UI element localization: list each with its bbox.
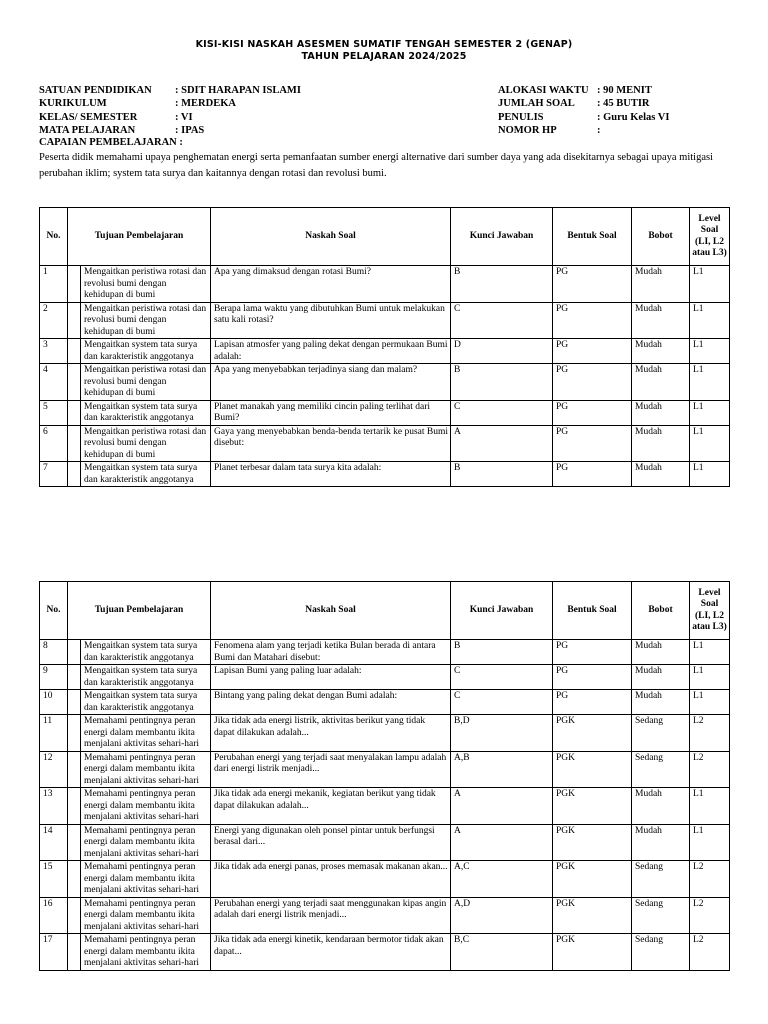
cell-tujuan: Mengaitkan system tata surya dan karakteristik anggotanya [81, 339, 211, 364]
kisi-table-1 [39, 207, 730, 487]
cell-tujuan: Mengaitkan system tata surya dan karakteristik anggotanya [81, 640, 211, 665]
cell-spacer [68, 266, 81, 303]
header-no: No. [40, 208, 68, 266]
cell-no: 3 [40, 339, 68, 364]
info-value: : Guru Kelas VI [597, 111, 670, 123]
cell-no: 8 [40, 640, 68, 665]
cell-tujuan: Mengaitkan system tata surya dan karakteristik anggotanya [81, 665, 211, 690]
cell-spacer [68, 861, 81, 898]
info-row-satuan [39, 84, 301, 97]
info-left [39, 84, 301, 137]
cell-level: L1 [690, 824, 730, 861]
info-value: : SDIT HARAPAN ISLAMI [175, 85, 301, 96]
cell-naskah: Jika tidak ada energi panas, proses memasak makanan akan... [211, 861, 451, 898]
cell-level: L1 [690, 788, 730, 825]
header-level: Level Soal (LI, L2 atau L3) [690, 208, 730, 266]
cell-spacer [68, 788, 81, 825]
table-row [40, 690, 730, 715]
header-bentuk: Bentuk Soal [553, 582, 632, 640]
cell-bentuk: PG [553, 302, 632, 339]
cell-spacer [68, 690, 81, 715]
cell-naskah: Planet terbesar dalam tata surya kita adalah: [211, 462, 451, 487]
info-label: KURIKULUM [39, 98, 107, 110]
cell-bobot: Mudah [632, 364, 690, 401]
cell-bentuk: PG [553, 339, 632, 364]
cell-tujuan: Memahami pentingnya peran energi dalam membantu ikita menjalani aktivitas sehari-hari [81, 788, 211, 825]
cell-no: 2 [40, 302, 68, 339]
info-value: : MERDEKA [175, 98, 236, 110]
cell-naskah: Apa yang menyebabkan terjadinya siang dan malam? [211, 364, 451, 401]
cell-bobot: Mudah [632, 302, 690, 339]
cell-spacer [68, 897, 81, 934]
info-value: : 45 BUTIR [597, 98, 650, 110]
cell-kunci: A,D [451, 897, 553, 934]
cell-bentuk: PGK [553, 824, 632, 861]
cell-bobot: Mudah [632, 425, 690, 462]
cell-kunci: B,D [451, 715, 553, 752]
cell-kunci: C [451, 302, 553, 339]
cell-level: L1 [690, 339, 730, 364]
cell-spacer [68, 400, 81, 425]
cell-kunci: A [451, 425, 553, 462]
cell-spacer [68, 462, 81, 487]
cell-level: L2 [690, 897, 730, 934]
cell-tujuan: Memahami pentingnya peran energi dalam membantu ikita menjalani aktivitas sehari-hari [81, 934, 211, 971]
cell-kunci: A,C [451, 861, 553, 898]
cell-kunci: B [451, 462, 553, 487]
table-header-row [40, 208, 730, 266]
info-row-nomor [498, 124, 669, 137]
cell-bobot: Mudah [632, 400, 690, 425]
table-body-2 [40, 640, 730, 971]
cell-no: 14 [40, 824, 68, 861]
cell-no: 7 [40, 462, 68, 487]
cell-tujuan: Memahami pentingnya peran energi dalam membantu ikita menjalani aktivitas sehari-hari [81, 861, 211, 898]
table-row [40, 339, 730, 364]
info-value: : IPAS [175, 124, 205, 136]
cell-level: L2 [690, 934, 730, 971]
cell-bentuk: PG [553, 266, 632, 303]
cell-level: L1 [690, 266, 730, 303]
cell-naskah: Perubahan energi yang terjadi saat menggunakan kipas angin adalah dari energi listrik menjadi... [211, 897, 451, 934]
cell-naskah: Planet manakah yang memiliki cincin paling terlihat dari Bumi? [211, 400, 451, 425]
cell-naskah: Gaya yang menyebabkan benda-benda tertarik ke pusat Bumi disebut: [211, 425, 451, 462]
cell-bentuk: PGK [553, 897, 632, 934]
table-row [40, 665, 730, 690]
cell-bentuk: PG [553, 462, 632, 487]
document-subtitle: TAHUN PELAJARAN 2024/2025 [301, 51, 467, 62]
cell-no: 15 [40, 861, 68, 898]
cell-kunci: D [451, 339, 553, 364]
header-level: Level Soal (LI, L2 atau L3) [690, 582, 730, 640]
info-row-jumlah [498, 97, 669, 110]
cell-kunci: B [451, 640, 553, 665]
cell-level: L1 [690, 665, 730, 690]
table-row [40, 824, 730, 861]
cell-naskah: Jika tidak ada energi kinetik, kendaraan bermotor tidak akan dapat... [211, 934, 451, 971]
header-naskah: Naskah Soal [211, 208, 451, 266]
capaian-text: Peserta didik memahami upaya penghematan energi serta pemanfaatan sumber energi alternative dari sumber daya yang ada disekitarnya sebagai upaya mitigasi perubahan iklim; system tata surya dan kaitannya dengan rotasi dan revolusi bumi. [39, 152, 713, 179]
table-row [40, 861, 730, 898]
info-label: ALOKASI WAKTU [498, 85, 589, 96]
table-row [40, 640, 730, 665]
table-row [40, 934, 730, 971]
info-label: SATUAN PENDIDIKAN [39, 85, 152, 96]
cell-bentuk: PGK [553, 861, 632, 898]
table-row [40, 302, 730, 339]
cell-tujuan: Mengaitkan peristiwa rotasi dan revolusi bumi dengan kehidupan di bumi [81, 425, 211, 462]
cell-no: 13 [40, 788, 68, 825]
cell-kunci: A [451, 788, 553, 825]
cell-kunci: B,C [451, 934, 553, 971]
cell-naskah: Lapisan atmosfer yang paling dekat dengan permukaan Bumi adalah: [211, 339, 451, 364]
info-right [498, 84, 669, 137]
cell-bobot: Mudah [632, 690, 690, 715]
cell-no: 16 [40, 897, 68, 934]
info-value: : VI [175, 111, 193, 123]
cell-spacer [68, 302, 81, 339]
cell-spacer [68, 751, 81, 788]
header-bobot: Bobot [632, 582, 690, 640]
cell-tujuan: Mengaitkan peristiwa rotasi dan revolusi bumi dengan kehidupan di bumi [81, 302, 211, 339]
info-label: PENULIS [498, 111, 544, 123]
cell-bentuk: PG [553, 400, 632, 425]
cell-naskah: Apa yang dimaksud dengan rotasi Bumi? [211, 266, 451, 303]
cell-level: L1 [690, 364, 730, 401]
cell-no: 9 [40, 665, 68, 690]
info-label: NOMOR HP [498, 124, 557, 136]
cell-bentuk: PG [553, 364, 632, 401]
capaian-label: CAPAIAN PEMBELAJARAN : [39, 137, 183, 148]
table-row [40, 751, 730, 788]
cell-spacer [68, 665, 81, 690]
cell-level: L1 [690, 425, 730, 462]
cell-naskah: Lapisan Bumi yang paling luar adalah: [211, 665, 451, 690]
cell-no: 11 [40, 715, 68, 752]
cell-tujuan: Mengaitkan peristiwa rotasi dan revolusi bumi dengan kehidupan di bumi [81, 364, 211, 401]
header-bobot: Bobot [632, 208, 690, 266]
cell-kunci: A [451, 824, 553, 861]
cell-bobot: Mudah [632, 788, 690, 825]
cell-bobot: Mudah [632, 824, 690, 861]
cell-kunci: C [451, 400, 553, 425]
table-row [40, 788, 730, 825]
cell-naskah: Fenomena alam yang terjadi ketika Bulan berada di antara Bumi dan Matahari disebut: [211, 640, 451, 665]
cell-tujuan: Memahami pentingnya peran energi dalam membantu ikita menjalani aktivitas sehari-hari [81, 824, 211, 861]
table-row [40, 400, 730, 425]
cell-tujuan: Memahami pentingnya peran energi dalam membantu ikita menjalani aktivitas sehari-hari [81, 897, 211, 934]
info-row-penulis [498, 111, 669, 124]
cell-bobot: Mudah [632, 266, 690, 303]
table-body-1 [40, 266, 730, 487]
info-label: KELAS/ SEMESTER [39, 111, 138, 123]
header-bentuk: Bentuk Soal [553, 208, 632, 266]
cell-bentuk: PGK [553, 788, 632, 825]
kisi-table-2 [39, 581, 730, 971]
table-row [40, 266, 730, 303]
cell-level: L2 [690, 715, 730, 752]
cell-no: 1 [40, 266, 68, 303]
cell-bentuk: PGK [553, 715, 632, 752]
cell-level: L2 [690, 861, 730, 898]
cell-naskah: Bintang yang paling dekat dengan Bumi adalah: [211, 690, 451, 715]
cell-spacer [68, 339, 81, 364]
cell-naskah: Perubahan energi yang terjadi saat menyalakan lampu adalah dari energi listrik menjadi... [211, 751, 451, 788]
cell-tujuan: Mengaitkan system tata surya dan karakteristik anggotanya [81, 462, 211, 487]
cell-tujuan: Memahami pentingnya peran energi dalam membantu ikita menjalani aktivitas sehari-hari [81, 715, 211, 752]
cell-level: L2 [690, 751, 730, 788]
cell-spacer [68, 425, 81, 462]
header-tujuan: Tujuan Pembelajaran [68, 208, 211, 266]
cell-spacer [68, 824, 81, 861]
cell-bobot: Sedang [632, 715, 690, 752]
info-value: : 90 MENIT [597, 85, 652, 96]
cell-spacer [68, 934, 81, 971]
cell-spacer [68, 640, 81, 665]
header-tujuan: Tujuan Pembelajaran [68, 582, 211, 640]
cell-bobot: Sedang [632, 934, 690, 971]
cell-kunci: B [451, 266, 553, 303]
cell-no: 10 [40, 690, 68, 715]
cell-level: L1 [690, 640, 730, 665]
cell-spacer [68, 715, 81, 752]
header-no: No. [40, 582, 68, 640]
info-row-mapel [39, 124, 301, 137]
cell-bobot: Mudah [632, 665, 690, 690]
cell-bentuk: PG [553, 690, 632, 715]
table-row [40, 462, 730, 487]
info-row-kelas [39, 111, 301, 124]
cell-no: 5 [40, 400, 68, 425]
cell-level: L1 [690, 302, 730, 339]
cell-bobot: Mudah [632, 339, 690, 364]
cell-tujuan: Mengaitkan peristiwa rotasi dan revolusi bumi dengan kehidupan di bumi [81, 266, 211, 303]
info-row-alokasi [498, 84, 669, 97]
cell-naskah: Berapa lama waktu yang dibutuhkan Bumi untuk melakukan satu kali rotasi? [211, 302, 451, 339]
cell-tujuan: Mengaitkan system tata surya dan karakteristik anggotanya [81, 690, 211, 715]
info-value: : [597, 124, 601, 136]
cell-kunci: C [451, 665, 553, 690]
cell-tujuan: Memahami pentingnya peran energi dalam membantu ikita menjalani aktivitas sehari-hari [81, 751, 211, 788]
header-kunci: Kunci Jawaban [451, 582, 553, 640]
cell-bobot: Mudah [632, 640, 690, 665]
cell-naskah: Jika tidak ada energi mekanik, kegiatan berikut yang tidak dapat dilakukan adalah... [211, 788, 451, 825]
cell-level: L1 [690, 690, 730, 715]
table-row [40, 715, 730, 752]
info-label: JUMLAH SOAL [498, 98, 575, 110]
cell-kunci: A,B [451, 751, 553, 788]
cell-bentuk: PG [553, 665, 632, 690]
cell-no: 12 [40, 751, 68, 788]
cell-bentuk: PG [553, 640, 632, 665]
header-naskah: Naskah Soal [211, 582, 451, 640]
cell-kunci: C [451, 690, 553, 715]
cell-bentuk: PGK [553, 751, 632, 788]
info-label: MATA PELAJARAN [39, 124, 136, 136]
cell-bentuk: PGK [553, 934, 632, 971]
cell-no: 4 [40, 364, 68, 401]
cell-tujuan: Mengaitkan system tata surya dan karakteristik anggotanya [81, 400, 211, 425]
cell-spacer [68, 364, 81, 401]
header-kunci: Kunci Jawaban [451, 208, 553, 266]
cell-bobot: Sedang [632, 897, 690, 934]
cell-naskah: Jika tidak ada energi listrik, aktivitas berikut yang tidak dapat dilakukan adalah... [211, 715, 451, 752]
info-row-kurikulum [39, 97, 301, 110]
cell-kunci: B [451, 364, 553, 401]
cell-bobot: Sedang [632, 861, 690, 898]
cell-level: L1 [690, 400, 730, 425]
cell-no: 6 [40, 425, 68, 462]
table-row [40, 897, 730, 934]
cell-level: L1 [690, 462, 730, 487]
cell-bentuk: PG [553, 425, 632, 462]
cell-bobot: Mudah [632, 462, 690, 487]
cell-naskah: Energi yang digunakan oleh ponsel pintar untuk berfungsi berasal dari... [211, 824, 451, 861]
table-row [40, 425, 730, 462]
table-row [40, 364, 730, 401]
table-header-row [40, 582, 730, 640]
cell-no: 17 [40, 934, 68, 971]
cell-bobot: Sedang [632, 751, 690, 788]
document-title: KISI-KISI NASKAH ASESMEN SUMATIF TENGAH SEMESTER 2 (GENAP) [195, 39, 573, 50]
